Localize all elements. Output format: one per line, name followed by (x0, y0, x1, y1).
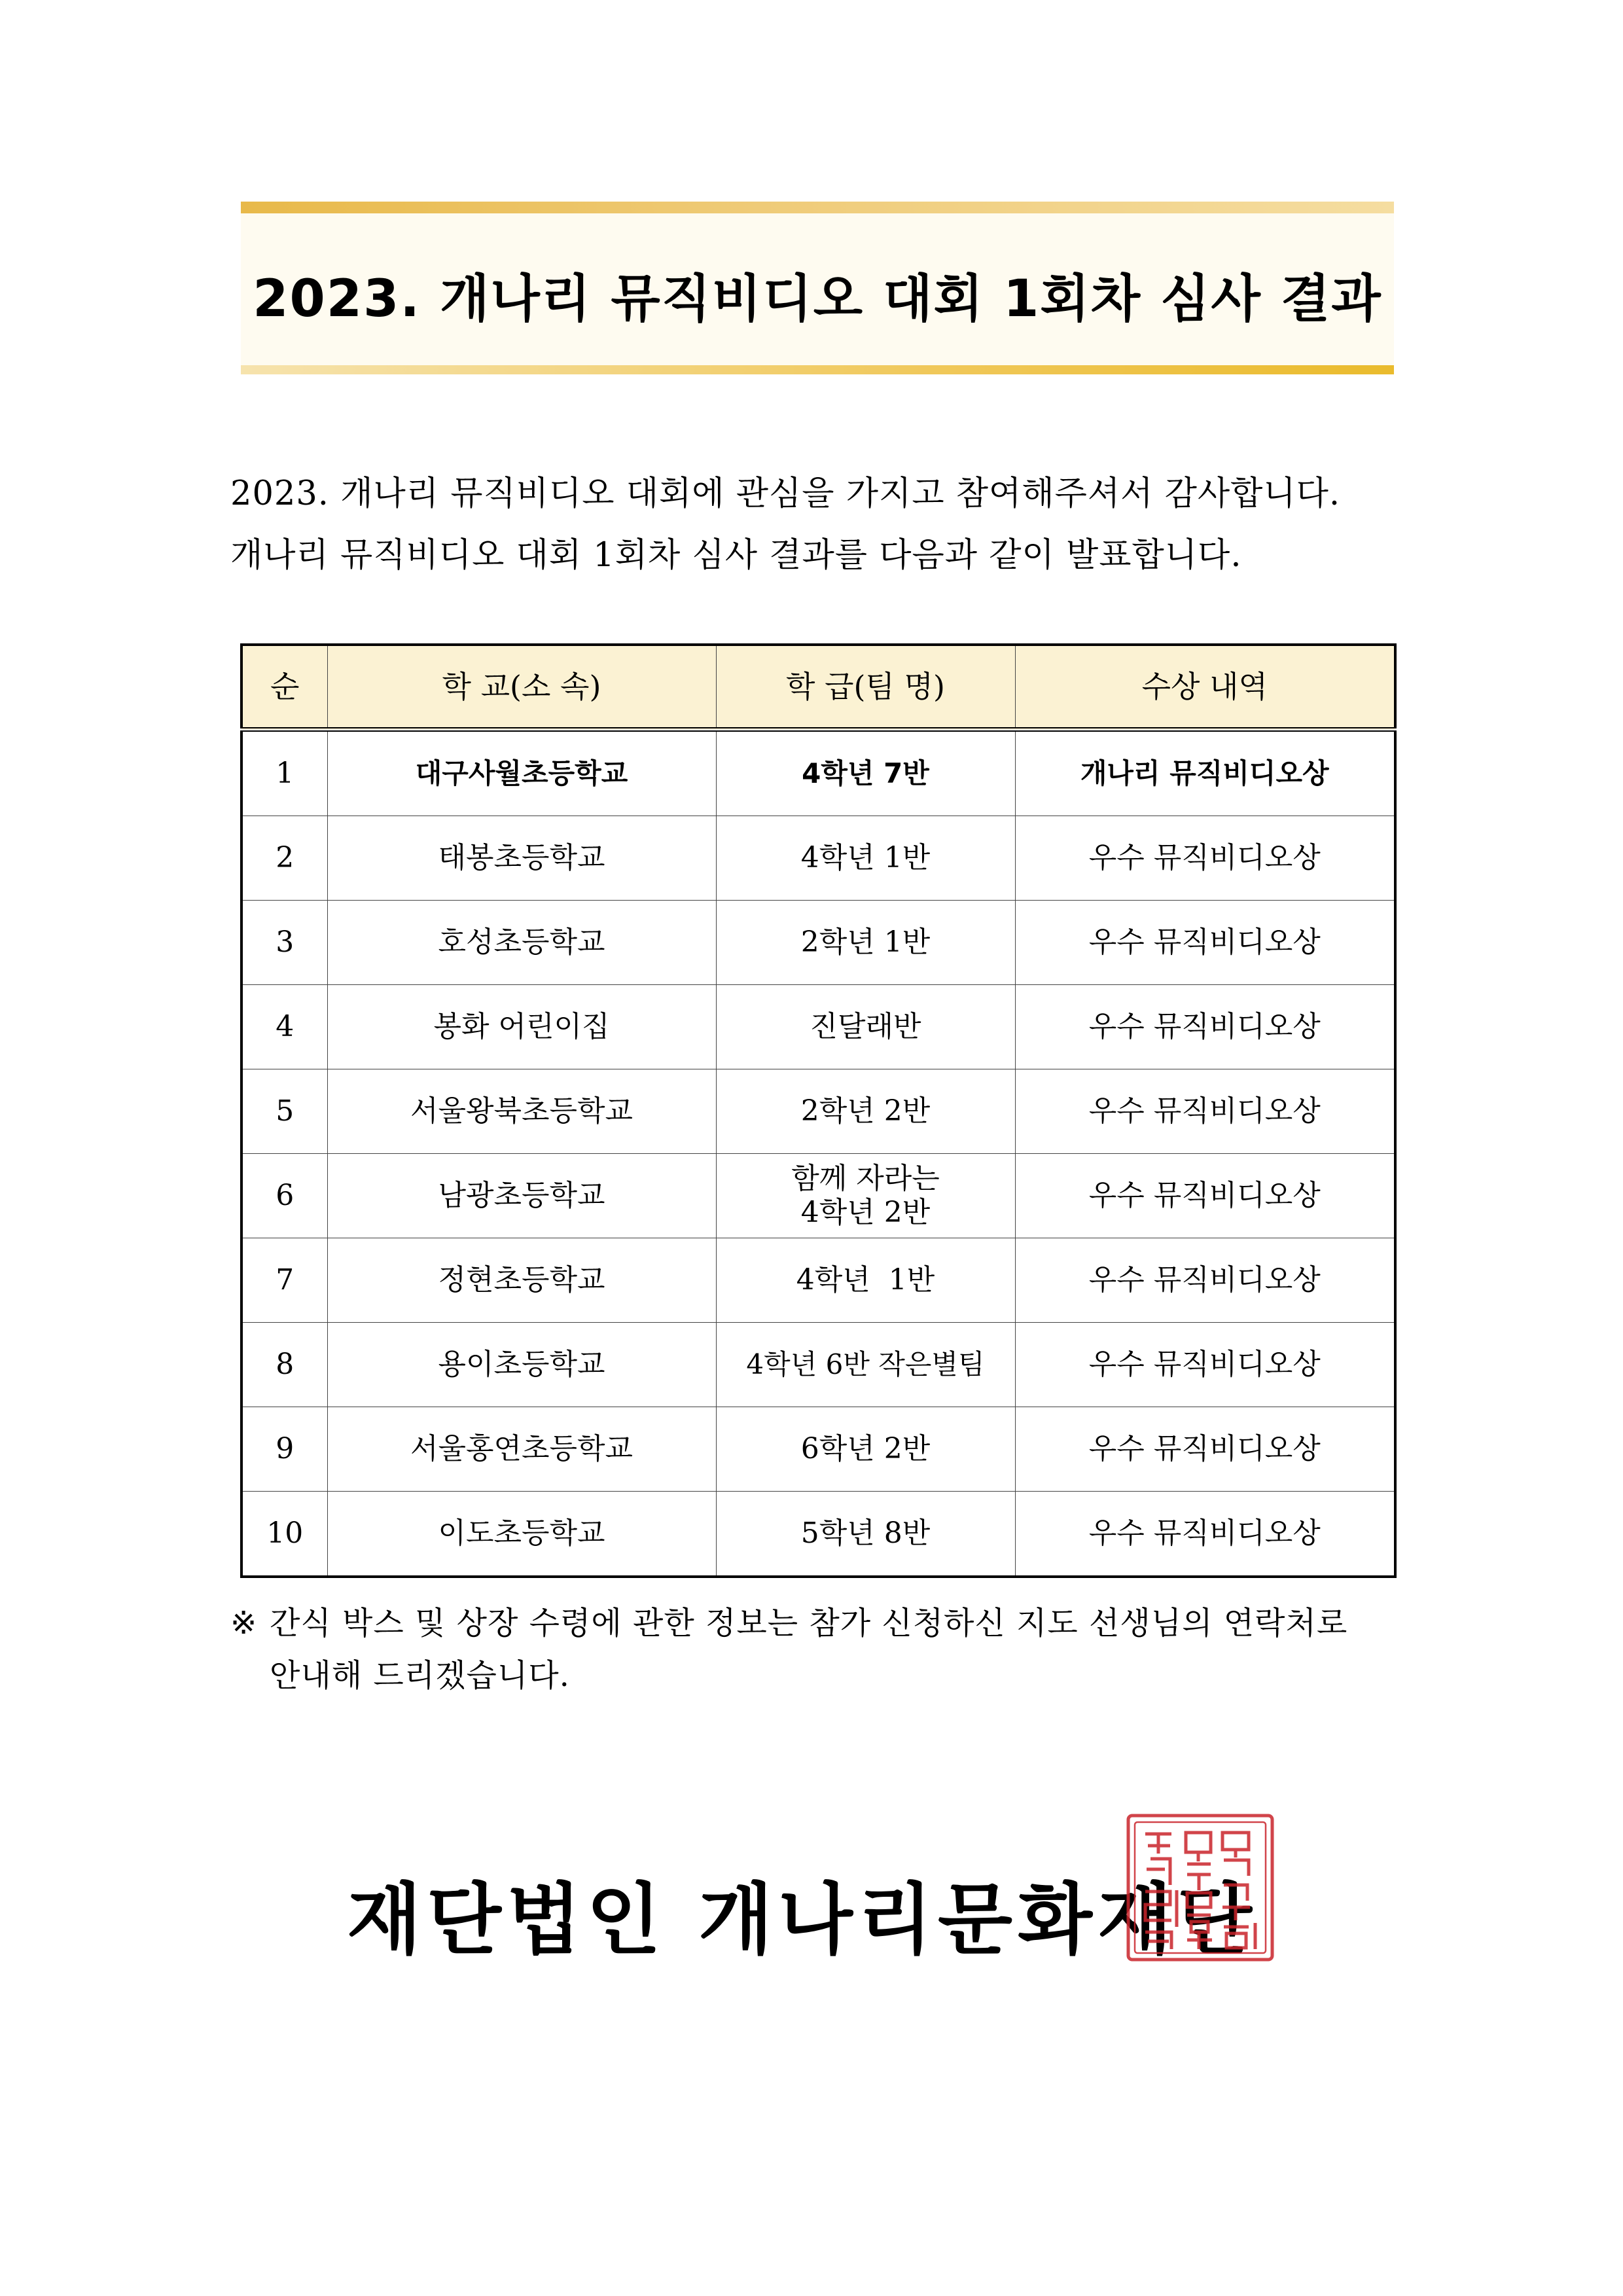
results-table (240, 643, 1397, 1578)
table-row (241, 985, 1395, 1069)
cell-school: 태봉초등학교 (327, 816, 716, 901)
cell-class: 6학년 2반 (716, 1407, 1015, 1492)
cell-no: 2 (241, 816, 327, 901)
table-row (241, 1069, 1395, 1154)
intro-line-1: 2023. 개나리 뮤직비디오 대회에 관심을 가지고 참여해주셔서 감사합니다. (230, 475, 1341, 513)
cell-class: 4학년 6반 작은별팀 (716, 1323, 1015, 1407)
notice (230, 1597, 1402, 1702)
cell-school: 봉화 어린이집 (327, 985, 716, 1069)
seal-glyph (1224, 1923, 1255, 1949)
organization-name: 재단법인 개나리문화재단 (347, 1874, 1257, 1965)
page-title: 2023. 개나리 뮤직비디오 대회 1회차 심사 결과 (253, 270, 1382, 329)
table-row (241, 730, 1395, 816)
header-class: 학 급(팀 명) (716, 645, 1015, 730)
cell-no: 5 (241, 1069, 327, 1154)
cell-class: 2학년 2반 (716, 1069, 1015, 1154)
cell-award: 우수 뮤직비디오상 (1015, 1407, 1395, 1492)
cell-class-line-2: 4학년 2반 (800, 1196, 931, 1229)
cell-school: 서울왕북초등학교 (327, 1069, 716, 1154)
intro-paragraph (230, 463, 1402, 586)
table-row (241, 816, 1395, 901)
cell-no: 4 (241, 985, 327, 1069)
seal-glyph (1187, 1915, 1212, 1949)
cell-class: 진달래반 (716, 985, 1015, 1069)
header-no: 순 (241, 645, 327, 730)
cell-school: 남광초등학교 (327, 1154, 716, 1238)
intro-line-2: 개나리 뮤직비디오 대회 1회차 심사 결과를 다음과 같이 발표합니다. (230, 536, 1242, 575)
cell-no: 10 (241, 1492, 327, 1577)
cell-no: 6 (241, 1154, 327, 1238)
cell-award: 우수 뮤직비디오상 (1015, 816, 1395, 901)
cell-award: 우수 뮤직비디오상 (1015, 1154, 1395, 1238)
cell-award: 우수 뮤직비디오상 (1015, 901, 1395, 985)
notice-line-2: 안내해 드리겠습니다. (270, 1657, 570, 1694)
official-seal-stamp (1124, 1812, 1276, 1964)
seal-glyph (1186, 1833, 1211, 1864)
cell-class (716, 1154, 1015, 1238)
table-header-row (241, 645, 1395, 730)
reference-mark: ※ (230, 1605, 258, 1641)
cell-no: 9 (241, 1407, 327, 1492)
seal-glyph (1145, 1932, 1171, 1949)
cell-award: 우수 뮤직비디오상 (1015, 985, 1395, 1069)
cell-award: 우수 뮤직비디오상 (1015, 1492, 1395, 1577)
seal-glyph (1145, 1834, 1171, 1885)
cell-class: 4학년 1반 (716, 1238, 1015, 1323)
cell-school: 서울홍연초등학교 (327, 1407, 716, 1492)
table-row (241, 1323, 1395, 1407)
title-top-bar (241, 202, 1394, 213)
table-row (241, 1407, 1395, 1492)
cell-award: 우수 뮤직비디오상 (1015, 1069, 1395, 1154)
table-row (241, 1238, 1395, 1323)
cell-school: 정현초등학교 (327, 1238, 716, 1323)
cell-award: 개나리 뮤직비디오상 (1015, 730, 1395, 816)
cell-class: 2학년 1반 (716, 901, 1015, 985)
seal-glyph (1222, 1833, 1249, 1876)
seal-glyph (1222, 1885, 1250, 1920)
cell-class: 4학년 7반 (716, 730, 1015, 816)
header-award: 수상 내역 (1015, 645, 1395, 730)
cell-school: 호성초등학교 (327, 901, 716, 985)
cell-school: 용이초등학교 (327, 1323, 716, 1407)
title-bottom-bar (241, 365, 1394, 374)
notice-line-1: 간식 박스 및 상장 수령에 관한 정보는 참가 신청하신 지도 선생님의 연락처로 (270, 1605, 1348, 1641)
cell-award: 우수 뮤직비디오상 (1015, 1238, 1395, 1323)
cell-no: 8 (241, 1323, 327, 1407)
cell-school: 이도초등학교 (327, 1492, 716, 1577)
table-row (241, 1492, 1395, 1577)
cell-no: 1 (241, 730, 327, 816)
cell-class: 4학년 1반 (716, 816, 1015, 901)
table-row (241, 1154, 1395, 1238)
cell-class-line-1: 함께 자라는 (791, 1162, 940, 1195)
table-row (241, 901, 1395, 985)
title-banner (241, 202, 1394, 374)
header-school: 학 교(소 속) (327, 645, 716, 730)
cell-award: 우수 뮤직비디오상 (1015, 1323, 1395, 1407)
cell-no: 7 (241, 1238, 327, 1323)
seal-glyph (1145, 1890, 1177, 1927)
cell-class: 5학년 8반 (716, 1492, 1015, 1577)
cell-no: 3 (241, 901, 327, 985)
seal-glyph (1187, 1874, 1211, 1907)
cell-school: 대구사월초등학교 (327, 730, 716, 816)
